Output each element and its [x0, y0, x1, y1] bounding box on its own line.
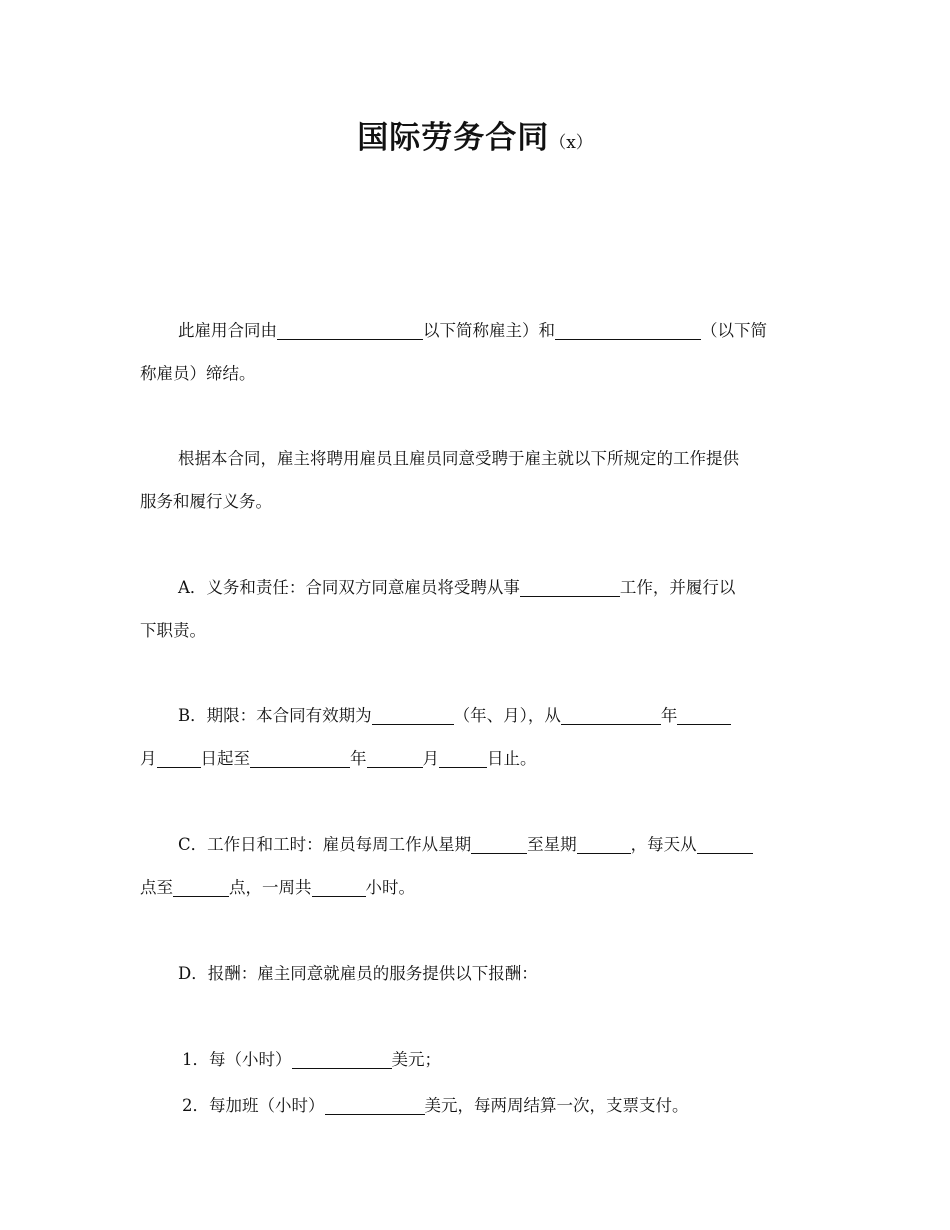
section-d-line1 [178, 962, 812, 986]
paragraph-parties-line2 [140, 362, 812, 386]
text: 美元，每两周结算一次，支票支付。 [424, 1096, 689, 1115]
text: D．报酬：雇主同意就雇员的服务提供以下报酬： [178, 964, 538, 983]
end-day-blank[interactable] [439, 750, 487, 768]
text: 以下简称雇主）和 [423, 321, 555, 340]
hour-from-blank[interactable] [697, 836, 753, 854]
text: C．工作日和工时：雇员每周工作从星期 [178, 835, 472, 854]
employee-name-blank[interactable] [555, 322, 701, 340]
start-day-blank[interactable] [157, 750, 201, 768]
text: 根据本合同，雇主将聘用雇员且雇员同意受聘于雇主就以下所规定的工作提供 [178, 449, 739, 468]
term-length-blank[interactable] [372, 707, 454, 725]
hour-to-blank[interactable] [173, 879, 229, 897]
hourly-rate-blank[interactable] [292, 1051, 392, 1069]
text: 年 [350, 749, 367, 768]
weekday-from-blank[interactable] [471, 836, 527, 854]
title-main: 国际劳务合同 [357, 120, 550, 156]
weekly-hours-blank[interactable] [312, 879, 366, 897]
end-year-blank[interactable] [250, 750, 350, 768]
text: 1．每（小时） [182, 1050, 292, 1069]
paragraph-agreement-line2 [140, 490, 812, 514]
text: 2．每加班（小时） [182, 1096, 325, 1115]
text: A．义务和责任：合同双方同意雇员将受聘从事 [178, 578, 520, 597]
text: 日止。 [487, 749, 537, 768]
job-title-blank[interactable] [520, 579, 620, 597]
text: 称雇员）缔结。 [140, 364, 256, 383]
title-suffix: （x） [549, 133, 593, 153]
text: 点，一周共 [229, 878, 312, 897]
text: 月 [422, 749, 439, 768]
text: 小时。 [365, 878, 415, 897]
overtime-rate-blank[interactable] [325, 1097, 425, 1115]
text: 工作，并履行以 [619, 578, 736, 597]
start-month-blank[interactable] [677, 707, 731, 725]
text: 至星期 [527, 835, 577, 854]
paragraph-parties-line1 [178, 319, 812, 343]
weekday-to-blank[interactable] [577, 836, 631, 854]
paragraph-agreement-line1 [178, 447, 812, 471]
end-month-blank[interactable] [367, 750, 423, 768]
start-year-blank[interactable] [561, 707, 661, 725]
text: 美元； [391, 1050, 441, 1069]
text: （年、月），从 [453, 706, 561, 725]
section-a-line1 [178, 576, 812, 600]
text: 日起至 [200, 749, 250, 768]
document-title [0, 112, 950, 157]
section-b-line2 [140, 747, 812, 771]
text: 点至 [140, 878, 173, 897]
text: 月 [140, 749, 157, 768]
employer-name-blank[interactable] [277, 322, 423, 340]
text: ，每天从 [630, 835, 697, 854]
text: B．期限：本合同有效期为 [178, 706, 372, 725]
section-b-line1 [178, 704, 812, 728]
text: （以下简 [701, 321, 767, 340]
section-c-line2 [140, 876, 812, 900]
pay-item-2 [182, 1094, 854, 1118]
text: 此雇用合同由 [178, 321, 277, 340]
text: 服务和履行义务。 [140, 492, 272, 511]
text: 年 [660, 706, 678, 725]
pay-item-1 [182, 1048, 854, 1072]
section-c-line1 [178, 833, 812, 857]
text: 下职责。 [140, 621, 206, 640]
section-a-line2 [140, 619, 812, 643]
